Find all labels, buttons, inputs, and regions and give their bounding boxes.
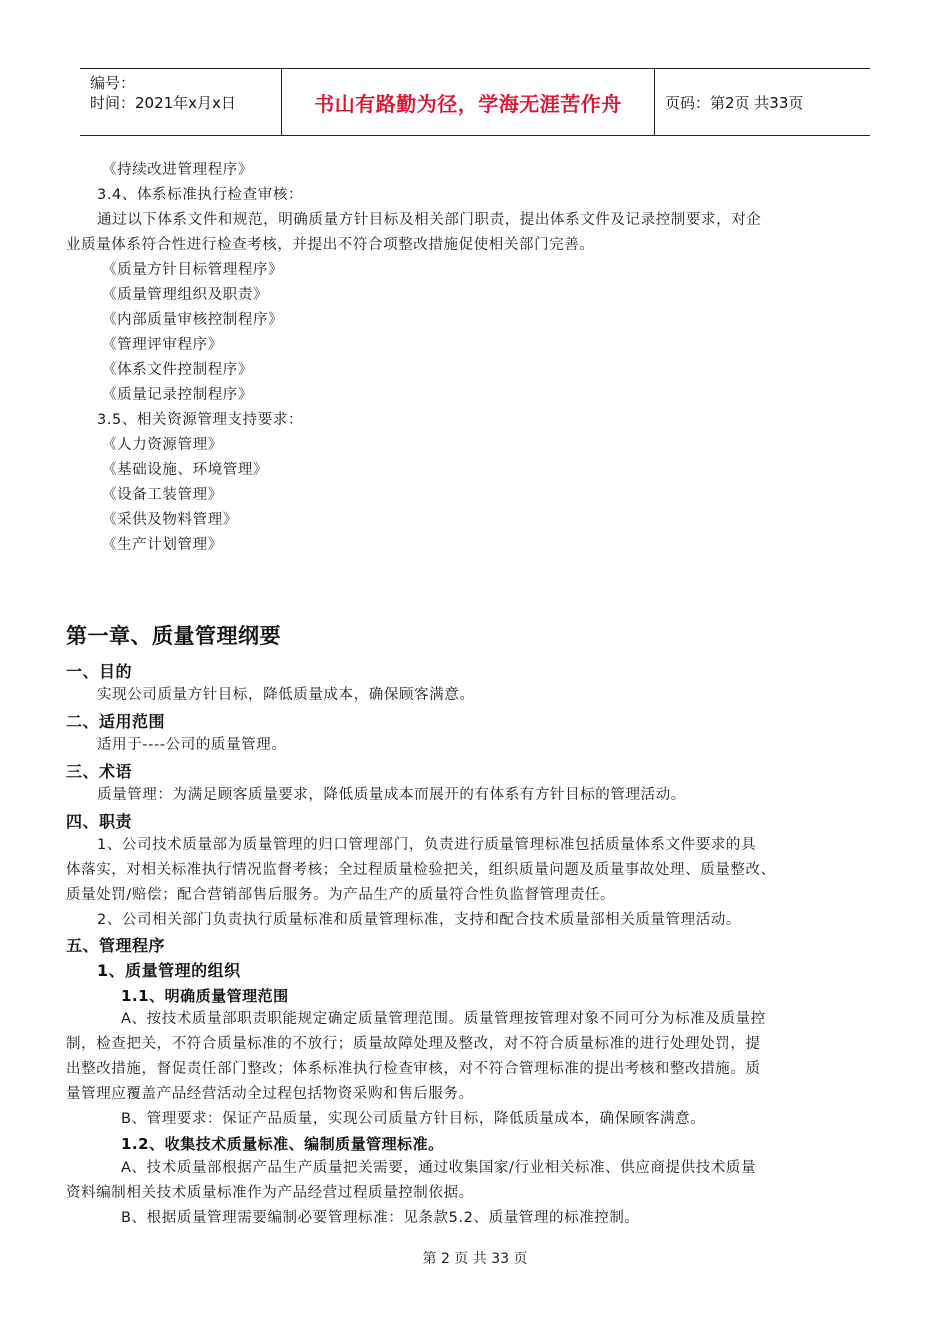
text-line: 出整改措施，督促责任部门整改；体系标准执行检查审核，对不符合管理标准的提出考核和整改措施。质	[66, 1061, 761, 1077]
text-line: 《内部质量审核控制程序》	[102, 312, 284, 328]
subsection-title-1-1: 1.1、明确质量管理范围	[121, 987, 289, 1005]
text-line: 量管理应覆盖产品经营活动全过程包括物资采购和售后服务。	[66, 1086, 474, 1102]
text-line: 实现公司质量方针目标，降低质量成本，确保顾客满意。	[97, 687, 475, 703]
text-line: 质量处罚/赔偿；配合营销部售后服务。为产品生产的质量符合性负监督管理责任。	[66, 887, 616, 903]
text-line: 《基础设施、环境管理》	[102, 462, 269, 478]
page-footer: 第 2 页 共 33 页	[422, 1251, 528, 1267]
subsection-title-organization: 1、质量管理的组织	[97, 961, 241, 980]
header-page-info: 页码：第2页 共33页	[665, 93, 804, 112]
text-line: 业质量体系符合性进行检查考核，并提出不符合项整改措施促使相关部门完善。	[66, 237, 595, 253]
text-line: 2、公司相关部门负责执行质量标准和质量管理标准，支持和配合技术质量部相关质量管理活动。	[97, 912, 742, 928]
page-header	[80, 68, 870, 136]
subsection-title-1-2: 1.2、收集技术质量标准、编制质量管理标准。	[121, 1135, 444, 1153]
text-line: 1、公司技术质量部为质量管理的归口管理部门，负责进行质量管理标准包括质量体系文件要求的具	[97, 837, 757, 853]
header-meta	[80, 69, 282, 135]
section-title-terms: 三、术语	[66, 762, 133, 781]
section-heading-3-4: 3.4、体系标准执行检查审核：	[97, 187, 304, 203]
text-line: 《质量方针目标管理程序》	[102, 262, 284, 278]
text-line: 体落实，对相关标准执行情况监督考核；全过程质量检验把关，组织质量问题及质量事故处理、质量整改、	[66, 862, 776, 878]
document-number-label: 编号：	[90, 74, 136, 92]
section-title-purpose: 一、目的	[66, 662, 133, 681]
text-line: 制，检查把关，不符合质量标准的不放行；质量故障处理及整改，对不符合质量标准的进行处理处罚，提	[66, 1036, 761, 1052]
text-line: 《体系文件控制程序》	[102, 362, 253, 378]
text-line: B、管理要求：保证产品质量，实现公司质量方针目标，降低质量成本，确保顾客满意。	[121, 1111, 706, 1127]
text-line: 《质量记录控制程序》	[102, 387, 253, 403]
document-date: 时间：2021年x月x日	[90, 94, 236, 112]
section-title-scope: 二、适用范围	[66, 712, 166, 731]
chapter-title: 第一章、质量管理纲要	[66, 624, 281, 648]
section-heading-3-5: 3.5、相关资源管理支持要求：	[97, 412, 304, 428]
text-line: 《质量管理组织及职责》	[102, 287, 269, 303]
text-line: 《管理评审程序》	[102, 337, 223, 353]
text-line: 《持续改进管理程序》	[102, 162, 253, 178]
text-line: A、技术质量部根据产品生产质量把关需要，通过收集国家/行业相关标准、供应商提供技术质量	[121, 1160, 757, 1176]
text-line: 质量管理：为满足顾客质量要求，降低质量成本而展开的有体系有方针目标的管理活动。	[97, 787, 686, 803]
text-line: 资料编制相关技术质量标准作为产品经营过程质量控制依据。	[66, 1185, 474, 1201]
text-line: 适用于----公司的质量管理。	[97, 737, 287, 753]
text-line: 通过以下体系文件和规范，明确质量方针目标及相关部门职责，提出体系文件及记录控制要求，对企	[97, 212, 762, 228]
text-line: 《设备工装管理》	[102, 487, 223, 503]
text-line: 《人力资源管理》	[102, 437, 223, 453]
section-title-procedure: 五、管理程序	[66, 936, 166, 955]
text-line: 《采供及物料管理》	[102, 512, 238, 528]
header-motto: 书山有路勤为径，学海无涯苦作舟	[282, 69, 655, 135]
text-line: 《生产计划管理》	[102, 537, 223, 553]
text-line: A、按技术质量部职责职能规定确定质量管理范围。质量管理按管理对象不同可分为标准及质量控	[121, 1011, 766, 1027]
text-line: B、根据质量管理需要编制必要管理标准：见条款5.2、质量管理的标准控制。	[121, 1210, 640, 1226]
section-title-responsibilities: 四、职责	[66, 812, 133, 831]
